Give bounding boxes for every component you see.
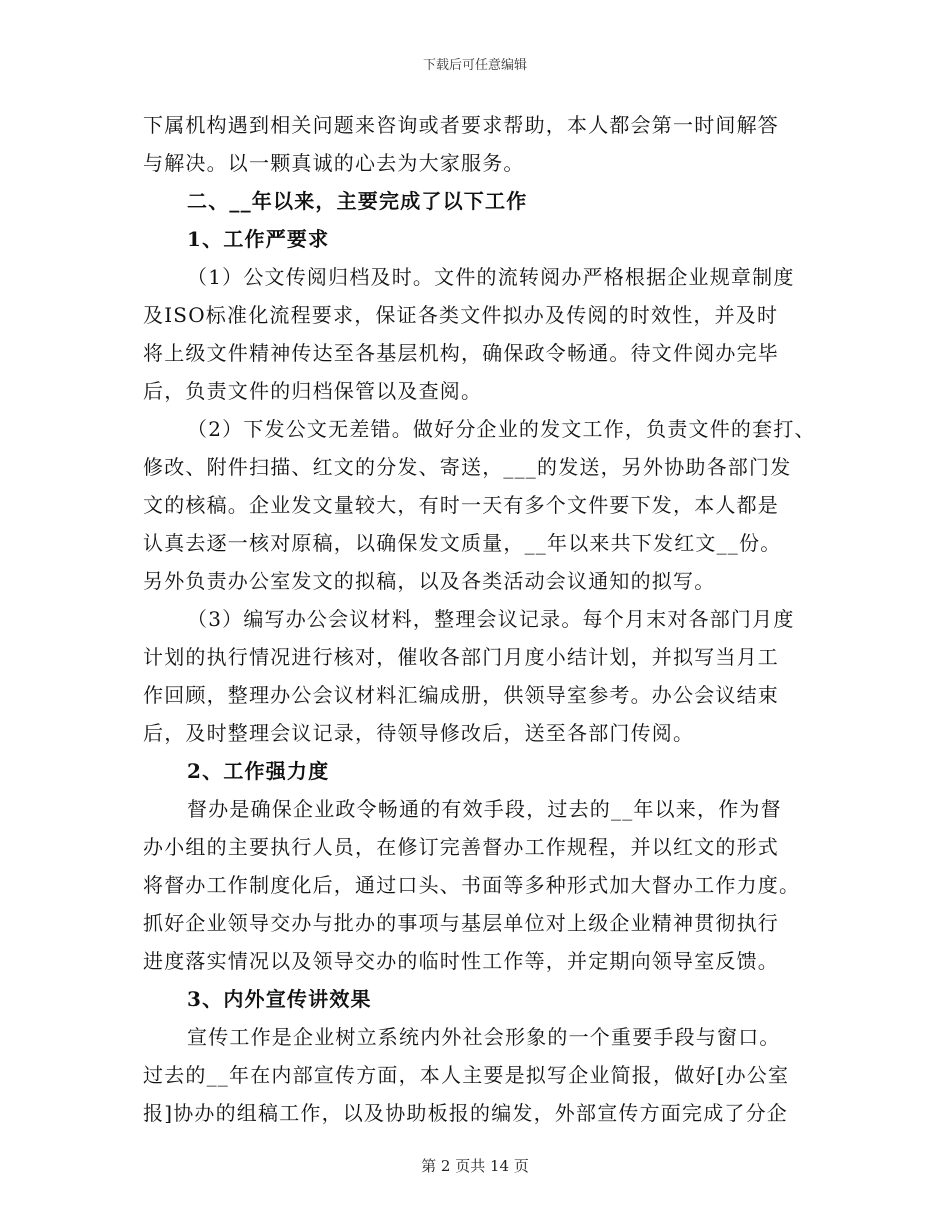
text-line: 抓好企业领导交办与批办的事项与基层单位对上级企业精神贯彻执行 (143, 911, 779, 935)
text-line: 认真去逐一核对原稿，以确保发文质量，__年以来共下发红文__份。 (143, 531, 782, 555)
text-line: 过去的__年在内部宣传方面，本人主要是拟写企业简报，做好[办公室 (143, 1063, 790, 1087)
text-line: 及ISO标准化流程要求，保证各类文件拟办及传阅的时效性，并及时 (143, 303, 779, 327)
text-line: 计划的执行情况进行核对，催收各部门月度小结计划，并拟写当月工 (143, 645, 779, 669)
text-line: 将上级文件精神传达至各基层机构，确保政令畅通。待文件阅办完毕 (143, 341, 779, 365)
text-line: 后，负责文件的归档保管以及查阅。 (143, 379, 483, 403)
text-line: 与解决。以一颗真诚的心去为大家服务。 (143, 151, 525, 175)
text-line: 下属机构遇到相关问题来咨询或者要求帮助，本人都会第一时间解答 (143, 113, 779, 137)
subsection-heading: 1、工作严要求 (187, 227, 330, 251)
text-line: 另外负责办公室发文的拟稿，以及各类活动会议通知的拟写。 (143, 569, 716, 593)
subsection-heading: 2、工作强力度 (187, 759, 330, 783)
text-line: 后，及时整理会议记录，待领导修改后，送至各部门传阅。 (143, 721, 695, 745)
text-line: 将督办工作制度化后，通过口头、书面等多种形式加大督办工作力度。 (143, 873, 801, 897)
text-line: 报]协办的组稿工作，以及协助板报的编发，外部宣传方面完成了分企 (143, 1101, 789, 1125)
paragraph-first-line: 督办是确保企业政令畅通的有效手段，过去的__年以来，作为督 (187, 797, 782, 821)
document-body (143, 106, 843, 1132)
paragraph-first-line: （3）编写办公会议材料，整理会议记录。每个月末对各部门月度 (187, 607, 795, 631)
paragraph-first-line: （2）下发公文无差错。做好分企业的发文工作，负责文件的套打、 (187, 417, 816, 441)
text-line: 修改、附件扫描、红文的分发、寄送，___的发送，另外协助各部门发 (143, 455, 792, 479)
text-line: 进度落实情况以及领导交办的临时性工作等，并定期向领导室反馈。 (143, 949, 779, 973)
section-heading: 二、__年以来，主要完成了以下工作 (187, 189, 528, 213)
page-number: 第 2 页共 14 页 (421, 1157, 529, 1175)
text-line: 文的核稿。企业发文量较大，有时一天有多个文件要下发，本人都是 (143, 493, 779, 517)
text-line: 作回顾，整理办公会议材料汇编成册，供领导室参考。办公会议结束 (143, 683, 779, 707)
subsection-heading: 3、内外宣传讲效果 (187, 987, 372, 1011)
text-line: 办小组的主要执行人员，在修订完善督办工作规程，并以红文的形式 (143, 835, 779, 859)
page-header-note: 下载后可任意编辑 (422, 58, 527, 73)
paragraph-first-line: 宣传工作是企业树立系统内外社会形象的一个重要手段与窗口。 (187, 1025, 781, 1049)
paragraph-first-line: （1）公文传阅归档及时。文件的流转阅办严格根据企业规章制度 (187, 265, 795, 289)
